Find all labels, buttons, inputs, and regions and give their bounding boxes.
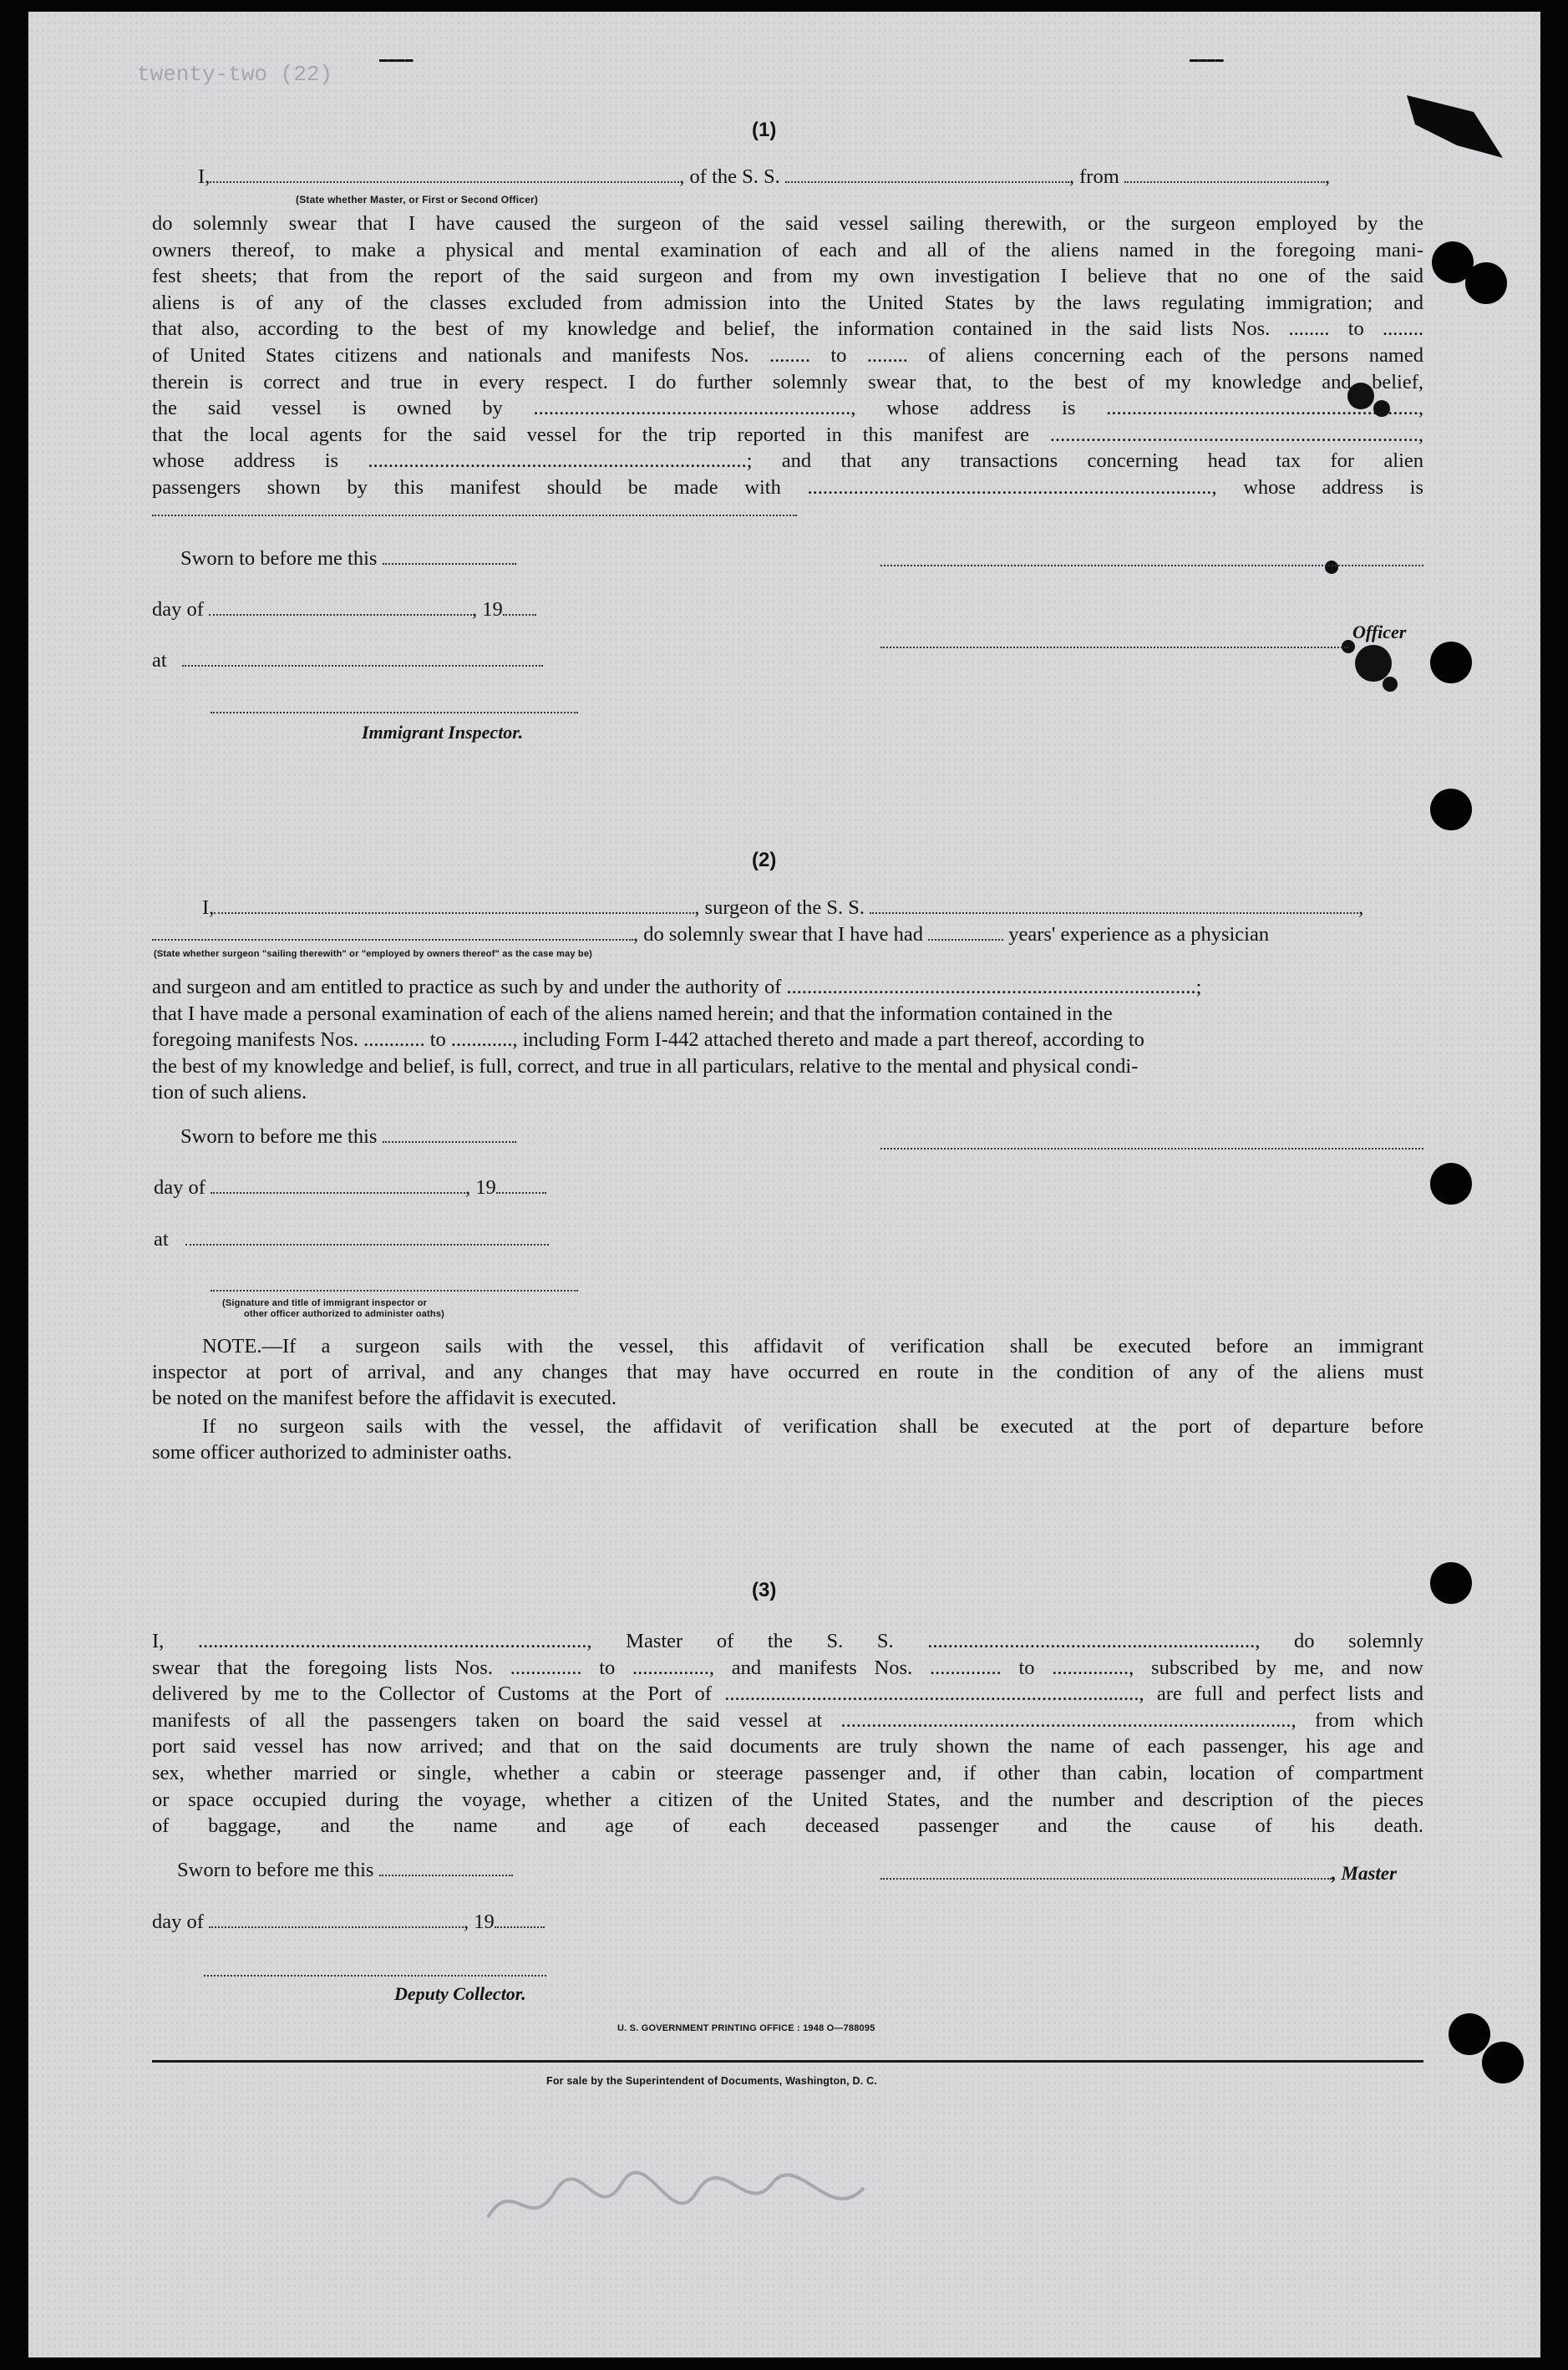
s3-sworn-line [177,1858,513,1883]
day-of-label: day of [152,1911,204,1933]
day-of-label: day of [152,598,204,621]
section-3-number: (3) [752,1579,777,1601]
year-field[interactable] [496,1175,546,1194]
note-line: be noted on the manifest before the affidavit is executed. [152,1387,617,1409]
surgeon-name-field[interactable] [214,896,694,914]
oath-line: manifests of all the passengers taken on board the said vessel at ........................................................................................, from which [152,1708,1423,1732]
s1-sworn-line [180,546,516,571]
s2-oath-paragraph [152,974,1423,1106]
signature-hint-2: other officer authorized to administer oaths) [244,1309,445,1319]
footer-rule [152,2060,1423,2063]
surgeon-signature-line[interactable] [880,1131,1423,1149]
s1-oath-paragraph [152,211,1423,501]
binder-hole [1430,789,1472,830]
text-years-experience: years' experience as a physician [1008,923,1270,946]
oath-line: of United States citizens and nationals and manifests Nos. ........ to ........ of aliens concerning each of the persons named [152,343,1423,367]
s1-day-line [152,597,536,622]
gpo-imprint: U. S. GOVERNMENT PRINTING OFFICE : 1948 O—788095 [617,2023,875,2033]
handwritten-annotation [480,2159,880,2242]
note2-paragraph [202,1413,1423,1439]
text-surgeon-of-ss: , surgeon of the S. S. [694,896,865,919]
text-of-ss: , of the S. S. [679,165,780,188]
s2-at-line [154,1227,549,1252]
officer-name-field[interactable] [210,165,679,183]
s1-first-line [198,165,1330,190]
surgeon-status-field[interactable] [152,922,633,941]
binder-hole [1430,1163,1472,1205]
collector-signature-field[interactable] [204,1958,546,1977]
officer-signature-line-1[interactable] [880,548,1423,566]
oath-line: that also, according to the best of my knowledge and belief, the information contained in the said lists Nos. ........ to ........ [152,317,1423,341]
s3-oath-paragraph [152,1628,1423,1840]
oath-line: do solemnly swear that I have caused the surgeon of the said vessel sailing therewith, or the surgeon employed by the [152,212,1423,235]
inspector-signature-field[interactable] [211,1273,578,1292]
sworn-label: Sworn to before me this [180,1125,378,1148]
master-label: , Master [1332,1863,1397,1884]
years-experience-field[interactable] [928,922,1003,941]
oath-line: sex, whether married or single, whether a cabin or steerage passenger and, if other than cabin, location of compartment [152,1761,1423,1784]
s2-second-line [152,922,1269,947]
vessel-name-field[interactable] [870,896,1358,914]
oath-line: that I have made a personal examination of each of the aliens named herein; and that the information contained in the [152,1002,1113,1025]
at-place-field[interactable] [182,648,543,667]
year-label: , 19 [465,1176,496,1199]
sworn-label: Sworn to before me this [180,547,378,570]
oath-line: I, ............................................................................, Master of the S. S. ................................................................, do solemnly [152,1630,1423,1652]
text-from: , from [1068,165,1119,188]
s2-sworn-line [180,1124,516,1149]
officer-hint: (State whether Master, or First or Second Officer) [296,194,539,206]
day-field[interactable] [209,597,472,616]
sworn-label: Sworn to before me this [177,1859,374,1881]
section-1-number: (1) [752,119,777,141]
note-line: some officer authorized to administer oaths. [152,1441,512,1464]
note-line: inspector at port of arrival, and any changes that may have occurred en route in the condition of any of the aliens must [152,1361,1423,1383]
oath-line: owners thereof, to make a physical and mental examination of each and all of the aliens named in the foregoing mani- [152,238,1423,261]
section-2-number: (2) [752,849,777,871]
oath-line: and surgeon and am entitled to practice as such by and under the authority of ................................................................................; [152,976,1202,998]
note2-continuation [152,1439,1423,1465]
top-dash-mark: ▬▬▬▬ [379,55,414,64]
officer-label: Officer [1352,622,1407,642]
s3-day-line [152,1910,545,1935]
note-continuation [152,1359,1423,1411]
at-label: at [154,1228,169,1251]
vessel-name-field[interactable] [785,165,1069,183]
note-paragraph [202,1333,1423,1359]
note-line: If no surgeon sails with the vessel, the affidavit of verification shall be executed at the port of departure before [202,1415,1423,1438]
manifest-affidavit-page [28,12,1540,2357]
at-label: at [152,649,167,672]
immigrant-inspector-label: Immigrant Inspector. [362,722,524,743]
year-label: , 19 [464,1911,495,1933]
comma: , [1358,896,1364,919]
torn-corner-mark [1398,79,1515,170]
oath-line: tion of such aliens. [152,1081,307,1104]
s2-first-line [202,896,1363,921]
oath-line: that the local agents for the said vessel for the trip reported in this manifest are ........................................................................, [152,423,1423,446]
note-line: NOTE.—If a surgeon sails with the vessel, this affidavit of verification shall be executed before an immigrant [202,1335,1423,1358]
binder-hole [1430,1562,1472,1604]
day-field[interactable] [209,1910,464,1928]
day-of-label: day of [154,1176,206,1199]
oath-line: aliens is of any of the classes excluded from admission into the United States by the laws regulating immigration; and [152,291,1423,314]
year-field[interactable] [503,597,536,616]
text-i: I, [202,896,215,919]
at-place-field[interactable] [185,1227,549,1246]
sworn-date-field[interactable] [383,546,516,565]
sale-notice: For sale by the Superintendent of Documents, Washington, D. C. [546,2075,877,2087]
sworn-date-field[interactable] [383,1124,516,1143]
officer-signature-line-2[interactable] [880,630,1348,648]
top-dash-mark: ▬▬▬▬ [1190,55,1224,64]
sworn-date-field[interactable] [379,1858,513,1876]
s2-day-line [154,1175,546,1200]
inspector-signature-field[interactable] [211,695,578,713]
s1-at-line [152,648,543,673]
year-label: , 19 [472,598,503,621]
binder-hole [1482,2042,1524,2083]
oath-line: foregoing manifests Nos. ............ to ............, including Form I-442 attached thereto and made a part thereof, according to [152,1028,1144,1052]
oath-line: passengers shown by this manifest should be made with ..............................................................................., whose address is [152,475,1423,499]
oath-line: fest sheets; that from the report of the said surgeon and from my own investigation I believe that no one of the said [152,265,1423,288]
day-field[interactable] [211,1175,465,1194]
corner-ghost-number: twenty-two (22) [137,62,333,87]
text-i: I, [198,165,211,188]
oath-line: whose address is ..........................................................................; and that any transactions concerning head tax for alien [152,449,1423,473]
oath-line: of baggage, and the name and age of each deceased passenger and the cause of his death. [152,1814,1423,1838]
oath-line: port said vessel has now arrived; and that on the said documents are truly shown the name of each passenger, his age and [152,1735,1423,1758]
oath-line: the said vessel is owned by .............................................................., whose address is ............................................................., [152,397,1423,420]
oath-line: swear that the foregoing lists Nos. .............. to ..............., and manifests Nos. .............. to ..............., subscribed by me, and now [152,1656,1423,1679]
binder-hole [1449,2013,1490,2055]
comma: , [1324,165,1331,188]
oath-line: the best of my knowledge and belief, is full, correct, and true in all particulars, relative to the mental and physical condi- [152,1054,1139,1078]
master-signature-line [880,1861,1397,1886]
from-port-field[interactable] [1124,165,1325,183]
surgeon-hint: (State whether surgeon "sailing therewith" or "employed by owners thereof" as the case may be) [154,949,593,959]
deputy-collector-label: Deputy Collector. [394,1983,526,2004]
oath-line: therein is correct and true in every respect. I do further solemnly swear that, to the best of my knowledge and belief, [152,370,1423,393]
binder-hole [1465,262,1507,304]
master-signature-field[interactable] [880,1861,1332,1880]
address-continuation-field[interactable] [152,498,797,516]
signature-hint-1: (Signature and title of immigrant inspector or [222,1298,428,1308]
oath-line: or space occupied during the voyage, whether a citizen of the United States, and the number and description of the pieces [152,1788,1423,1811]
text-solemnly-swear: , do solemnly swear that I have had [633,923,923,946]
oath-line: delivered by me to the Collector of Customs at the Port of ................................................................................., are full and perfect lists and [152,1682,1423,1706]
year-field[interactable] [495,1910,545,1928]
